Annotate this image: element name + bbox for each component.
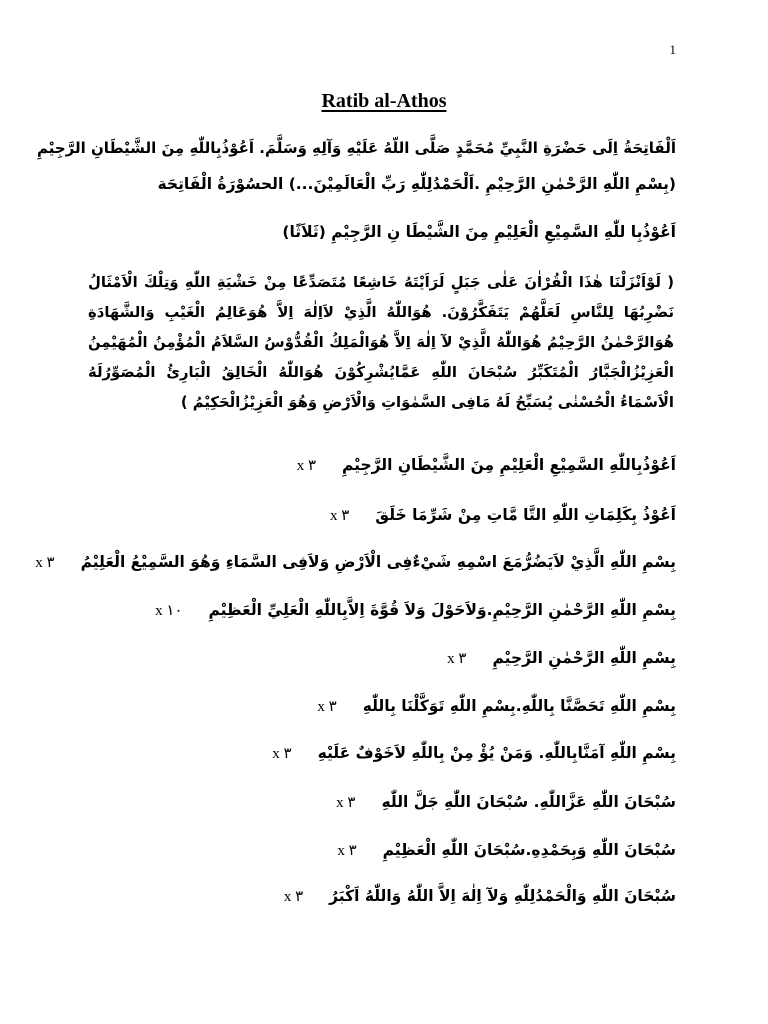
recitation-line-1 xyxy=(297,455,676,476)
repeat-count: x ٣ xyxy=(337,843,357,859)
recitation-line-9 xyxy=(337,840,676,861)
repeat-count: x ٣ xyxy=(283,889,304,905)
recitation-line-4 xyxy=(155,600,676,621)
page-number: 1 xyxy=(669,42,676,57)
page-title: Ratib al-Athos xyxy=(321,90,447,112)
recitation-text: بِسْمِ اللّٰهِ الرَّحْمٰنِ الرَّحِيْمِ xyxy=(492,649,676,667)
recitation-line-5 xyxy=(447,648,676,669)
repeat-count: x ٣ xyxy=(329,508,350,524)
recitation-line-2 xyxy=(330,505,676,526)
recitation-text: اَعُوْذُبِاللّٰهِ السَّمِيْعِ الْعَلِيْمِ مِنَ الشَّيْطَانِ الرَّجِيْمِ xyxy=(342,456,676,474)
repeat-count: x ٣ xyxy=(272,746,292,762)
repeat-count: x ٣ xyxy=(317,699,337,715)
recitation-line-7 xyxy=(272,743,676,764)
recitation-text: سُبْحَانَ اللّٰهِ وَبِحَمْدِهِ.سُبْحَانَ اللّٰهِ الْعَظِيْمِ xyxy=(382,841,676,859)
hashr-verses: ( لَوْاَنْزَلْنَا هٰذَا الْقُرْاٰنَ عَلٰى جَبَلٍ لَرَاَيْتَهُ خَاشِعًا مُتَصَدِّعًا مِنْ خَشْيَةِ اللّٰهِ وَتِلْكَ الْاَمْثَالُ نَضْرِبُهَا لِلنَّاسِ لَعَلَّهُمْ يَتَفَكَّرُوْنَ. هُوَاللّٰهُ الَّذِيْ لاَاِلٰهَ اِلاَّ هُوَعَالِمُ الْغَيْبِ وَالشَّهَادَةِ هُوَالرَّحْمٰنُ الرَّحِيْمُ هُوَاللّٰهُ الَّذِيْ لآ اِلٰهَ اِلاَّ هُوَالْمَلِكُ الْقُدُّوْسُ السَّلاَمُ الْمُؤْمِنُ الْمُهَيْمِنُ الْعَزِيْزُالْجَبَّارُ الْمُتَكَبِّرُ سُبْحَانَ اللّٰهِ عَمَّايُشْرِكُوْنَ هُوَاللّٰهُ الْخَالِقُ الْبَارِئُ الْمُصَوِّرُلَهُ الْاَسْمَاءُ الْحُسْنٰى يُسَبِّحُ لَهُ مَافِى السَّمٰوَاتِ وَالْاَرْضِ وَهُوَ الْعَزِيْزُالْحَكِيْمُ ) xyxy=(88,274,674,411)
repeat-count: x ١٠ xyxy=(155,603,183,619)
opening-line-2: (بِسْمِ اللّٰهِ الرَّحْمٰنِ الرَّحِيْمِ .اَلْحَمْدُلِلّٰهِ رَبِّ الْعَالَمِيْنَ...) الحسُوْرَةُ الْفَاتِحَة xyxy=(157,175,676,193)
taawudh-thrice: اَعُوْذُبِا للّٰهِ السَّمِيْعِ الْعَلِيْمِ مِنَ الشَّيْطَا نِ الرَّجِيْمِ (ثَلاَثًا) xyxy=(282,223,676,241)
recitation-text: بِسْمِ اللّٰهِ تَحَصَّنَّا بِاللّٰهِ.بِسْمِ اللّٰهِ تَوَكَّلْنَا بِاللّٰهِ xyxy=(362,697,676,715)
recitation-text: سُبْحَانَ اللّٰهِ عَزَّاللّٰهِ. سُبْحَانَ اللّٰهِ جَلَّ اللّٰهِ xyxy=(381,793,676,811)
recitation-text: بِسْمِ اللّٰهِ الرَّحْمٰنِ الرَّحِيْمِ.وَلاَحَوْلَ وَلاَ قُوَّةَ اِلاَّبِاللّٰهِ الْعَلِيِّ الْعَظِيْمِ xyxy=(208,601,676,619)
recitation-text: اَعُوْذُ بِكَلِمَاتِ اللّٰهِ التَّا مَّاتِ مِنْ شَرِّمَا خَلَقَ xyxy=(375,506,676,524)
repeat-count: x ٣ xyxy=(296,458,316,474)
repeat-count: x ٣ xyxy=(35,555,55,571)
repeat-count: x ٣ xyxy=(336,795,356,811)
recitation-line-6 xyxy=(317,696,676,717)
recitation-line-10 xyxy=(284,886,676,907)
repeat-count: x ٣ xyxy=(447,651,467,667)
recitation-text: بِسْمِ اللّٰهِ آمَنَّابِاللّٰهِ. وَمَنْ يُؤْ مِنْ بِاللّٰهِ لاَخَوْفٌ عَلَيْهِ xyxy=(317,744,676,762)
recitation-text: سُبْحَانَ اللّٰهِ وَالْحَمْدُلِلّٰهِ وَلآ اِلٰهَ اِلاَّ اللّٰهُ وَاللّٰهُ اَكْبَرُ xyxy=(329,887,676,905)
opening-line-1: اَلْفَاتِحَةُ اِلَى حَضْرَةِ النَّبِيِّ مُحَمَّدٍ صَلَّى اللّهُ عَلَيْهِ وَآلِهِ وَسَلَّمَ. اَعُوْذُبِاللّٰهِ مِنَ الشَّيْطَانِ الرَّجِيْمِ xyxy=(36,139,676,157)
recitation-text: بِسْمِ اللّٰهِ الَّذِيْ لاَيَضُرُّمَعَ اسْمِهِ شَيْءٌفِى الْاَرْضِ وَلاَفِى السَّمَاءِ وَهُوَ السَّمِيْعُ الْعَلِيْمُ xyxy=(80,553,676,571)
recitation-line-8 xyxy=(336,792,676,813)
recitation-line-3 xyxy=(35,552,676,573)
